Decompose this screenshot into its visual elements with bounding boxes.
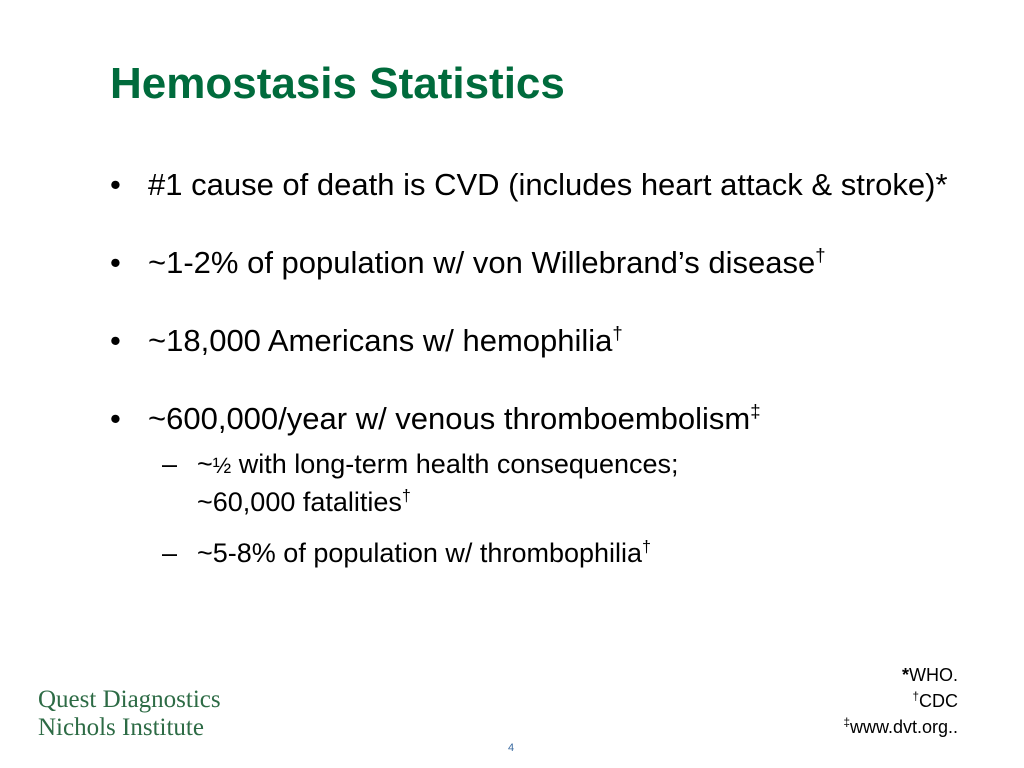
sub-bullet-dash: –: [162, 449, 178, 479]
footnote-mark: †: [401, 487, 411, 505]
bullet-list: [110, 165, 990, 586]
footnote-mark: ‡: [750, 400, 761, 422]
footnote-cdc: †CDC: [912, 690, 958, 711]
logo-line-2: Nichols Institute: [38, 714, 204, 741]
sub-bullet-text: with long-term health consequences;: [231, 449, 679, 479]
sub-bullet-prefix: ~: [197, 449, 213, 479]
sub-bullet-dash: –: [162, 538, 178, 568]
footnote-who: *WHO.: [901, 665, 958, 685]
bullet-item: [110, 243, 990, 282]
footnote-mark: †: [815, 244, 826, 266]
bullet-dot: •: [110, 245, 121, 280]
sub-bullet-text: ~5-8% of population w/ thrombophilia: [197, 538, 643, 568]
bullet-dot: •: [110, 167, 121, 202]
bullet-item: [110, 165, 990, 204]
footnote-dvt: ‡www.dvt.org..: [843, 716, 958, 737]
bullet-dot: •: [110, 401, 121, 436]
page-number: 4: [508, 742, 515, 754]
bullet-dot: •: [110, 323, 121, 358]
bullet-item: [110, 321, 990, 360]
footnotes: [843, 662, 958, 740]
sub-bullet-item: [162, 535, 990, 571]
bullet-text: ~18,000 Americans w/ hemophilia: [148, 323, 613, 358]
bullet-text: ~1-2% of population w/ von Willebrand’s disease: [148, 245, 816, 280]
half-symbol: ½: [212, 453, 232, 478]
footnote-mark: †: [642, 538, 652, 556]
footnote-mark: †: [612, 322, 623, 344]
quest-diagnostics-logo: [38, 686, 221, 742]
logo-line-1: Quest Diagnostics: [38, 686, 221, 713]
sub-bullet-item: [162, 446, 990, 520]
sub-bullet-list: [162, 446, 990, 571]
slide-title: Hemostasis Statistics: [110, 59, 565, 108]
bullet-text: #1 cause of death is CVD (includes heart attack & stroke)*: [148, 167, 948, 202]
bullet-text: ~600,000/year w/ venous thromboembolism: [148, 401, 751, 436]
sub-bullet-text: ~60,000 fatalities: [197, 487, 402, 517]
bullet-item: [110, 399, 990, 438]
